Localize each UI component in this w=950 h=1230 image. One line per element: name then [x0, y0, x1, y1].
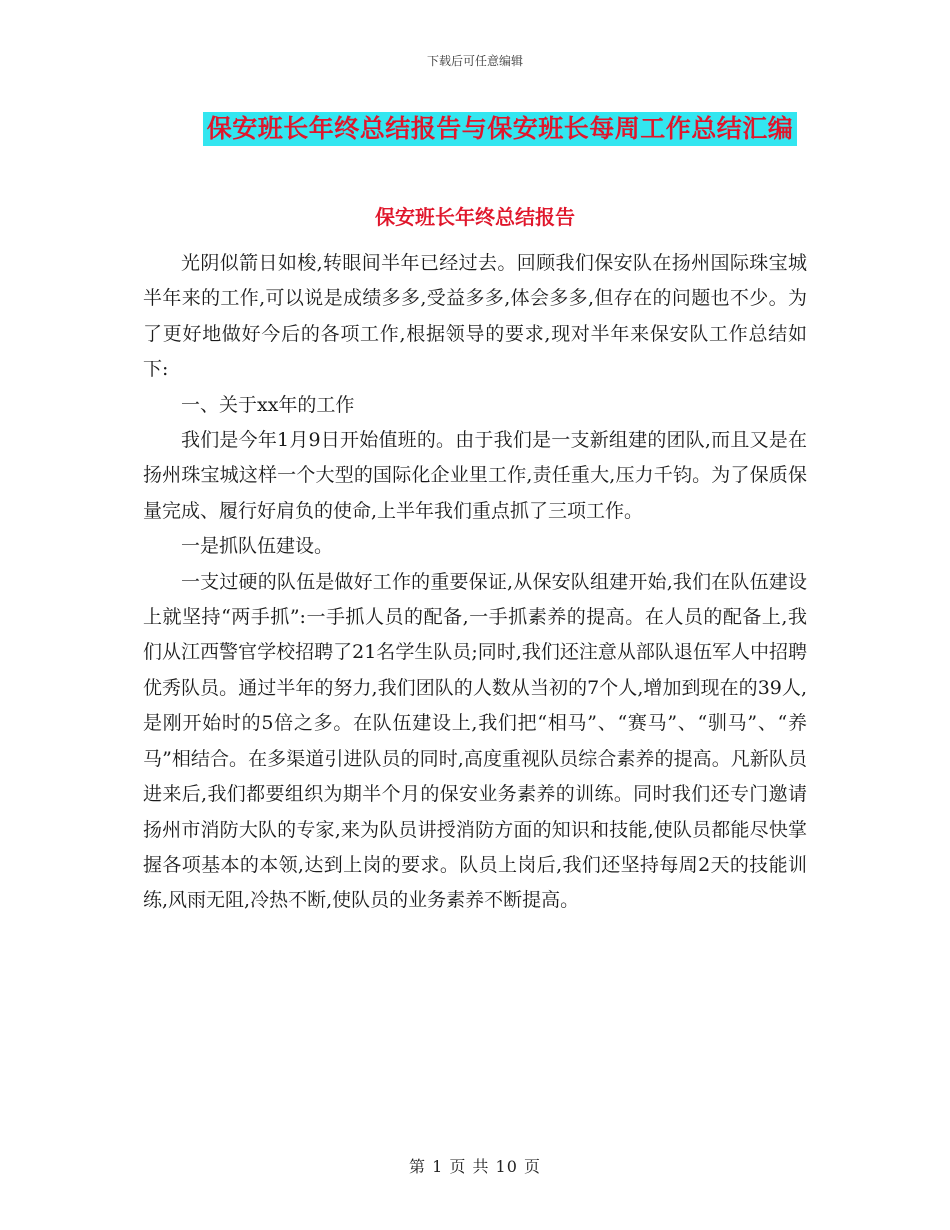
section-title: 保安班长年终总结报告: [375, 205, 575, 229]
document-body: [143, 246, 807, 919]
paragraph-subheading-team: 一是抓队伍建设。: [181, 535, 334, 558]
paragraph-heading-work: 一、关于xx年的工作: [181, 393, 355, 416]
page-header-note: 下载后可任意编辑: [426, 54, 523, 68]
page-number-footer: 第 1 页 共 10 页: [409, 1157, 541, 1176]
document-title-container: [0, 112, 950, 146]
paragraph-work-overview: 我们是今年1月9日开始值班的。由于我们是一支新组建的团队,而且又是在扬州珠宝城这样一个大型的国际化企业里工作,责任重大,压力千钧。为了保质保量完成、履行好肩负的使命,上半年我们重点抓了三项工作。: [143, 429, 807, 522]
document-title: 保安班长年终总结报告与保安班长每周工作总结汇编: [203, 112, 798, 146]
paragraph-intro: 光阴似箭日如梭,转眼间半年已经过去。回顾我们保安队在扬州国际珠宝城半年来的工作,可以说是成绩多多,受益多多,体会多多,但存在的问题也不少。为了更好地做好今后的各项工作,根据领导的要求,现对半年来保安队工作总结如下:: [143, 252, 807, 381]
paragraph-team-building: 一支过硬的队伍是做好工作的重要保证,从保安队组建开始,我们在队伍建设上就坚持“两手抓”:一手抓人员的配备,一手抓素养的提高。在人员的配备上,我们从江西警官学校招聘了21名学生队员;同时,我们还注意从部队退伍军人中招聘优秀队员。通过半年的努力,我们团队的人数从当初的7个人,增加到现在的39人,是刚开始时的5倍之多。在队伍建设上,我们把“相马”、“赛马”、“驯马”、“养马”相结合。在多渠道引进队员的同时,高度重视队员综合素养的提高。凡新队员进来后,我们都要组织为期半个月的保安业务素养的训练。同时我们还专门邀请扬州市消防大队的专家,来为队员讲授消防方面的知识和技能,使队员都能尽快掌握各项基本的本领,达到上岗的要求。队员上岗后,我们还坚持每周2天的技能训练,风雨无阻,冷热不断,使队员的业务素养不断提高。: [143, 570, 807, 912]
